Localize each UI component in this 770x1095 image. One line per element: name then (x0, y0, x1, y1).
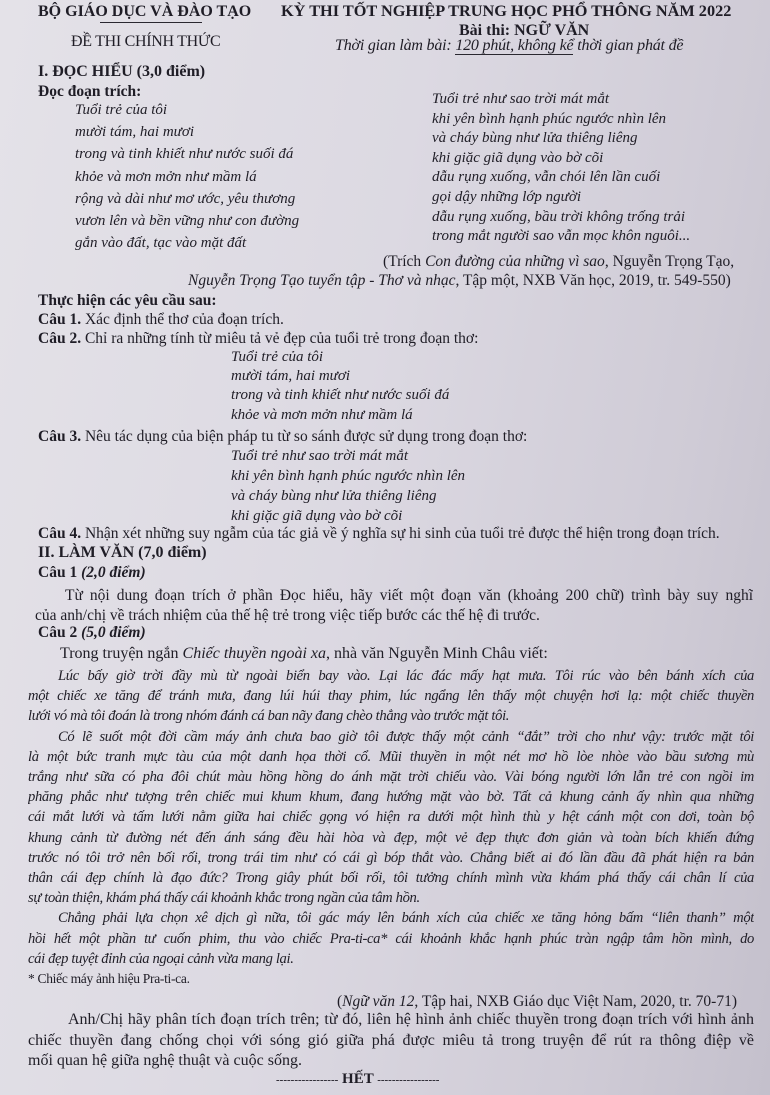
poem-line: khi yên bình hạnh phúc ngước nhìn lên (231, 468, 466, 484)
q2-text: Chỉ ra những tính từ miêu tả vẻ đẹp của tuổi trẻ trong đoạn thơ: (81, 330, 479, 347)
poem-line: dẫu rụng xuống, bầu trời không trống trải (432, 208, 686, 225)
q1-text: Xác định thể thơ của đoạn trích. (81, 311, 284, 328)
subject-label: Bài thi: NGỮ VĂN (459, 22, 590, 39)
story-title: Chiếc thuyền ngoài xa (182, 645, 327, 662)
excerpt-line: Có lẽ suốt một đời cầm máy ảnh chưa bao giờ tôi được thấy một cảnh “đắt” trời cho như vậy: trước mặt tôi (58, 728, 754, 745)
question-4 (38, 525, 720, 543)
q2-poem (231, 348, 449, 425)
poem-line: khỏe và mơn mởn như mầm lá (75, 168, 257, 185)
poem-line: và cháy bùng như lửa thiêng liêng (231, 488, 437, 504)
read-label: Đọc đoạn trích: (38, 83, 142, 100)
source-publisher: , Tập hai, NXB Giáo dục Việt Nam, 2020, tr. 70-71) (414, 993, 737, 1010)
official-exam-label: ĐỀ THI CHÍNH THỨC (71, 33, 221, 50)
part2-title: II. LÀM VĂN (7,0 điểm) (38, 544, 207, 561)
q1-label: Câu 1. (38, 311, 82, 328)
poem-right (432, 90, 690, 247)
time-value: 120 phút, không kể (455, 37, 574, 54)
excerpt-line: là một bức tranh mực tàu của một danh họa thời cổ. Mũi thuyền in một nét mơ hồ lòe nhòe vào bầu sương mù (28, 748, 754, 765)
part1-title: I. ĐỌC HIỂU (3,0 điểm) (38, 63, 206, 80)
ministry-name: BỘ GIÁO DỤC VÀ ĐÀO TẠO (38, 3, 252, 20)
excerpt-line: Chẳng phải lựa chọn xê dịch gì nữa, tôi gác máy lên bánh xích của chiếc xe tăng hỏng bấm “liên thanh” một (58, 910, 754, 927)
q3-poem (231, 446, 465, 526)
task-line: mối quan hệ giữa nghệ thuật và cuộc sống. (28, 1052, 302, 1069)
citation-author: , Nguyễn Trọng Tạo, (604, 253, 735, 270)
excerpt-intro (60, 645, 548, 663)
intro-author: , nhà văn Nguyễn Minh Châu viết: (326, 645, 548, 662)
q4-text: Nhận xét những suy ngẫm của tác giả về ý nghĩa sự hi sinh của tuổi trẻ được thể hiện trong đoạn trích. (81, 525, 720, 542)
excerpt-line: khung cảnh từ đường nét đến ánh sáng đều hài hòa và đẹp, một vẻ đẹp thực đơn giản và toàn bích khiến đứng (28, 829, 754, 846)
excerpt-line: sự toàn thiện, khám phá thấy cái khoảnh khắc trong ngần của tâm hồn. (28, 890, 420, 907)
poem-line: Tuổi trẻ như sao trời mát mắt (432, 91, 610, 107)
excerpt-line: một chiếc xe tăng để tránh mưa, đang lúi húi thay phim, lúc ngẩng lên thấy một chuyện hơi lạ: một chiếc thuyền (28, 688, 754, 705)
q3-label: Câu 3. (38, 428, 82, 445)
poem-line: mười tám, hai mươi (75, 124, 195, 141)
poem-line: trong và tinh khiết như nước suối đá (75, 146, 294, 163)
poem-line: Tuổi trẻ như sao trời mát mắt (231, 448, 409, 464)
poem-left (75, 99, 299, 254)
footnote: * Chiếc máy ảnh hiệu Pra-ti-ca. (28, 971, 190, 986)
excerpt-line: lưới vó mà tôi đoán là trong nhóm đánh cá ban nãy đang chèo thẳng vào trước mặt tôi. (28, 708, 510, 725)
essay-1-prompt (35, 586, 753, 626)
c2-points: (5,0 điểm) (81, 624, 146, 641)
poem-line: mười tám, hai mươi (231, 368, 351, 385)
citation-line-2 (188, 272, 731, 290)
poem-line: Tuổi trẻ của tôi (231, 349, 324, 365)
poem-line: trong mắt người sao vẫn mọc khôn nguôi... (432, 228, 691, 245)
essay-1-heading (38, 564, 146, 582)
poem-line: khi giặc giã dụng vào bờ cõi (432, 149, 604, 166)
end-dashes-right: ----------------- (377, 1074, 440, 1086)
intro-text: Trong truyện ngắn (60, 645, 183, 662)
prose-excerpt (28, 666, 754, 969)
end-dashes-left: ----------------- (276, 1074, 339, 1086)
poem-line: dẫu rụng xuống, vẫn chói lên lần cuối (432, 169, 661, 186)
source-open: ( (337, 993, 343, 1010)
task-line: chiếc thuyền đang chống chọi với sóng gió giữa phá được miêu tả trong truyện để rút ra thông điệp về (28, 1031, 754, 1049)
citation-title: Con đường của những vì sao (425, 253, 605, 270)
excerpt-line: Lúc bấy giờ trời đầy mù từ ngoài biển bay vào. Lại lác đác mấy hạt mưa. Tôi rúc vào bên bánh xích của (58, 668, 754, 684)
source-book: Ngữ văn 12 (342, 993, 415, 1010)
poem-line: trong và tinh khiết như nước suối đá (231, 387, 450, 404)
end-marker (276, 1071, 439, 1088)
poem-line: gắn vào đất, tạc vào mặt đất (75, 235, 247, 252)
prompt-line: của anh/chị về trách nhiệm của thế hệ trẻ trong việc tiếp bước các thế hệ đi trước. (35, 607, 540, 624)
citation-book: Nguyễn Trọng Tạo tuyển tập - Thơ và nhạc (188, 272, 456, 289)
time-suffix: thời gian phát đề (573, 37, 684, 54)
citation-line-1 (383, 253, 734, 271)
prompt-line: Từ nội dung đoạn trích ở phần Đọc hiểu, hãy viết một đoạn văn (khoảng 200 chữ) trình bày suy nghĩ (65, 587, 753, 604)
citation-text: (Trích (383, 253, 426, 270)
excerpt-line: cái đẹp tuyệt đỉnh của ngoại cảnh vừa mang lại. (28, 950, 294, 967)
excerpt-line: trắng như sữa có pha đôi chút màu hồng hồng do ánh mặt trời chiếu vào. Vài bóng người lớn lẫn trẻ con ngồi im (28, 769, 754, 786)
end-label: HẾT (342, 1071, 374, 1087)
question-3 (38, 428, 527, 446)
excerpt-source (337, 993, 737, 1011)
ministry-underline (100, 22, 202, 23)
excerpt-line: cái mắt lưới và tấm lưới nằm giữa hai chiếc gọng vó hiện ra dưới một hình thù y hệt cánh một con dơi, toàn bộ (28, 809, 754, 826)
exam-title: KỲ THI TỐT NGHIỆP TRUNG HỌC PHỔ THÔNG NĂM 2022 (281, 1, 732, 20)
poem-line: vươn lên và bền vững như con đường (75, 213, 300, 230)
essay-2-heading (38, 624, 146, 642)
citation-publisher: , Tập một, NXB Văn học, 2019, tr. 549-550) (455, 272, 731, 289)
c2-label: Câu 2 (38, 624, 78, 641)
q2-label: Câu 2. (38, 330, 82, 347)
excerpt-line: phăng phắc như tượng trên chiếc mui khum khum, đang hướng mặt vào bờ. Tất cả khung cảnh ấy nhìn qua những (28, 789, 754, 806)
poem-line: và cháy bùng như lửa thiêng liêng (432, 130, 638, 147)
excerpt-line: trước nó tôi trở nên bối rối, trong trái tim như có cái gì bóp thắt vào. Chẳng biết ai đó lần đầu đã phát hiện ra bản (28, 849, 754, 866)
poem-line: Tuổi trẻ của tôi (75, 102, 168, 118)
poem-line: rộng và dài như mơ ước, yêu thương (75, 190, 296, 207)
essay-2-task (28, 1010, 754, 1072)
time-allowed (335, 37, 683, 55)
excerpt-line: hồi hết một phần tư cuốn phim, thu vào chiếc Pra-ti-ca* cái khoảnh khắc hạnh phúc tràn ngập tâm hồn mình, do (28, 930, 754, 947)
instructions: Thực hiện các yêu cầu sau: (38, 292, 217, 309)
poem-line: khỏe và mơn mởn như mầm lá (231, 406, 413, 423)
poem-line: khi yên bình hạnh phúc ngước nhìn lên (432, 110, 667, 127)
poem-line: khi giặc giã dụng vào bờ cõi (231, 508, 403, 524)
q4-label: Câu 4. (38, 525, 82, 542)
question-1 (38, 311, 284, 329)
c1-points: (2,0 điểm) (81, 564, 146, 581)
task-line: Anh/Chị hãy phân tích đoạn trích trên; từ đó, liên hệ hình ảnh chiếc thuyền trong đoạn trích với hình ảnh (68, 1011, 754, 1028)
time-prefix: Thời gian làm bài: (335, 37, 456, 54)
poem-line: gọi dậy những lớp người (432, 188, 582, 205)
excerpt-line: thân cái đẹp chính là đạo đức? Trong giây phút bối rối, tôi tưởng chính mình vừa khám phá thấy cái chân lí của (28, 870, 754, 887)
q3-text: Nêu tác dụng của biện pháp tu từ so sánh được sử dụng trong đoạn thơ: (81, 428, 528, 445)
question-2 (38, 330, 478, 348)
c1-label: Câu 1 (38, 564, 78, 581)
